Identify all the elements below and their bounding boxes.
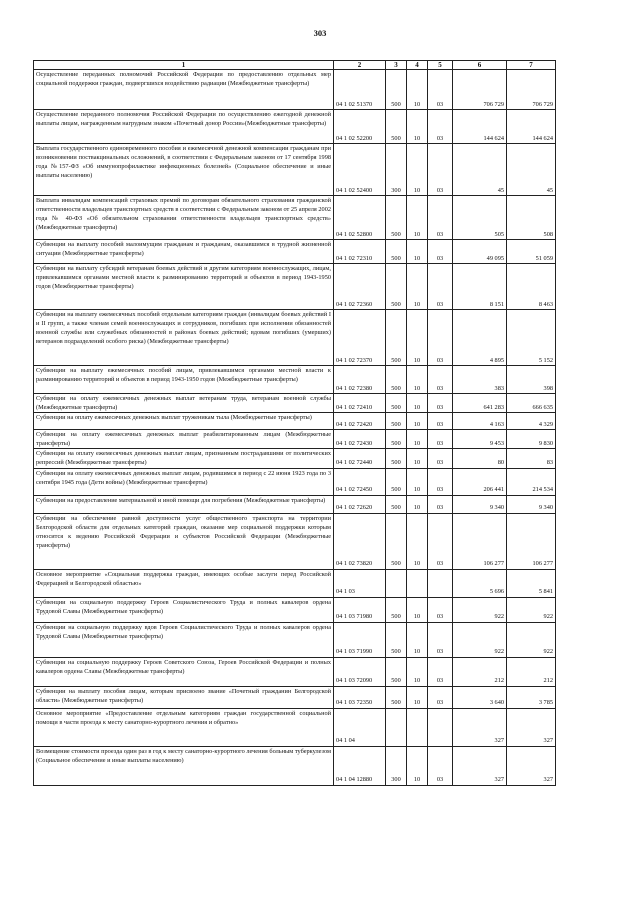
row-code: 04 1 02 72430 [334, 430, 386, 449]
header-cell: 5 [428, 61, 453, 70]
row-expense-type [386, 569, 407, 597]
row-section: 10 [407, 597, 428, 622]
row-section: 10 [407, 657, 428, 686]
row-amount-year-1: 206 441 [453, 468, 507, 495]
row-description: Субвенции на выплату ежемесячных пособий лицам, привлекавшимся органами местной власти к разминированию территорий и объектов в период 1943-1950 годов (Межбюджетные трансферты) [34, 366, 334, 394]
row-code: 04 1 03 71990 [334, 622, 386, 657]
row-code: 04 1 02 73820 [334, 513, 386, 569]
row-expense-type: 500 [386, 686, 407, 708]
row-expense-type: 500 [386, 110, 407, 144]
table-row [34, 240, 556, 264]
row-expense-type: 500 [386, 430, 407, 449]
row-amount-year-1: 327 [453, 708, 507, 746]
row-amount-year-2: 51 059 [507, 240, 556, 264]
row-description: Основное мероприятие «Предоставление отдельным категориям граждан государственной социальной помощи в части проезда к месту санаторно-курортного лечения и обратно» [34, 708, 334, 746]
row-amount-year-2: 398 [507, 366, 556, 394]
row-amount-year-2: 706 729 [507, 70, 556, 110]
row-expense-type: 500 [386, 70, 407, 110]
row-amount-year-2: 9 340 [507, 495, 556, 513]
table-row [34, 413, 556, 430]
row-code: 04 1 02 72410 [334, 394, 386, 413]
row-code: 04 1 03 72350 [334, 686, 386, 708]
row-amount-year-1: 80 [453, 449, 507, 468]
header-cell: 2 [334, 61, 386, 70]
row-code: 04 1 02 52800 [334, 196, 386, 240]
table-row [34, 569, 556, 597]
row-code: 04 1 04 [334, 708, 386, 746]
row-amount-year-2: 5 152 [507, 310, 556, 366]
row-description: Субвенции на предоставление материальной и иной помощи для погребения (Межбюджетные трансферты) [34, 495, 334, 513]
row-section: 10 [407, 240, 428, 264]
row-subsection: 03 [428, 686, 453, 708]
row-section: 10 [407, 430, 428, 449]
table-row [34, 686, 556, 708]
row-expense-type: 500 [386, 495, 407, 513]
row-amount-year-2: 666 635 [507, 394, 556, 413]
table-row [34, 110, 556, 144]
row-subsection: 03 [428, 468, 453, 495]
row-description: Осуществление переданного полномочия Российской Федерации по осуществлению ежегодной денежной выплаты лицам, награжденным нагрудным знаком «Почетный донор России»(Межбюджетные трансферты) [34, 110, 334, 144]
row-subsection: 03 [428, 413, 453, 430]
row-code: 04 1 02 72440 [334, 449, 386, 468]
row-amount-year-2: 106 277 [507, 513, 556, 569]
header-cell: 3 [386, 61, 407, 70]
row-section: 10 [407, 746, 428, 785]
row-amount-year-2: 327 [507, 708, 556, 746]
table-row [34, 264, 556, 310]
row-section: 10 [407, 622, 428, 657]
row-amount-year-1: 9 340 [453, 495, 507, 513]
header-cell: 7 [507, 61, 556, 70]
table-row [34, 310, 556, 366]
row-expense-type: 500 [386, 310, 407, 366]
row-code: 04 1 02 52400 [334, 144, 386, 196]
row-subsection: 03 [428, 366, 453, 394]
table-row [34, 468, 556, 495]
header-cell: 1 [34, 61, 334, 70]
row-amount-year-1: 45 [453, 144, 507, 196]
row-amount-year-1: 3 640 [453, 686, 507, 708]
table-row [34, 366, 556, 394]
row-code: 04 1 02 51370 [334, 70, 386, 110]
row-description: Субвенции на выплату ежемесячных пособий отдельным категориям граждан (инвалидам боевых действий I и II групп, а также членам семей военнослужащих и сотрудников, погибших при исполнении обязанностей военной службы или служебных обязанностей в районах боевых действий; вдовам погибших (умерших) ветеранов подразделений особого риска) (Межбюджетные трансферты) [34, 310, 334, 366]
table-row [34, 622, 556, 657]
row-amount-year-1: 4 895 [453, 310, 507, 366]
row-expense-type: 300 [386, 746, 407, 785]
table-row [34, 394, 556, 413]
row-description: Субвенции на обеспечение равной доступности услуг общественного транспорта на территории Белгородской области для отдельных категорий граждан, оказание мер социальной поддержки которым относится к ведению Российской Федерации и субъектов Российской Федерации (Межбюджетные трансферты) [34, 513, 334, 569]
row-subsection: 03 [428, 394, 453, 413]
row-section: 10 [407, 449, 428, 468]
row-amount-year-1: 144 624 [453, 110, 507, 144]
row-description: Субвенции на выплату субсидий ветеранам боевых действий и другим категориям военнослужащих, лицам, привлекавшимся органами местной власти к разминированию территорий и объектов в период 1943-1950 годов (Межбюджетные трансферты) [34, 264, 334, 310]
row-subsection: 03 [428, 430, 453, 449]
row-amount-year-1: 922 [453, 622, 507, 657]
row-code: 04 1 02 72620 [334, 495, 386, 513]
table-row [34, 657, 556, 686]
row-description: Основное мероприятие «Социальная поддержка граждан, имеющих особые заслуги перед Российской Федерацией и Белгородской областью» [34, 569, 334, 597]
row-amount-year-2: 922 [507, 622, 556, 657]
budget-table [33, 60, 556, 786]
row-expense-type: 500 [386, 196, 407, 240]
row-code: 04 1 03 71980 [334, 597, 386, 622]
table-row [34, 144, 556, 196]
row-subsection: 03 [428, 144, 453, 196]
table-row [34, 70, 556, 110]
row-section: 10 [407, 513, 428, 569]
row-amount-year-2: 212 [507, 657, 556, 686]
header-row [34, 61, 556, 70]
row-amount-year-1: 327 [453, 746, 507, 785]
row-description: Субвенции на социальную поддержку вдов Героев Социалистического Труда и полных кавалеров ордена Трудовой Славы (Межбюджетные трансферты) [34, 622, 334, 657]
row-amount-year-2: 45 [507, 144, 556, 196]
table-row [34, 597, 556, 622]
row-amount-year-2: 5 841 [507, 569, 556, 597]
header-cell: 6 [453, 61, 507, 70]
row-code: 04 1 02 72360 [334, 264, 386, 310]
row-code: 04 1 02 72370 [334, 310, 386, 366]
row-section: 10 [407, 413, 428, 430]
row-expense-type [386, 708, 407, 746]
row-section [407, 569, 428, 597]
row-amount-year-2: 83 [507, 449, 556, 468]
row-expense-type: 500 [386, 513, 407, 569]
row-subsection: 03 [428, 240, 453, 264]
row-section: 10 [407, 70, 428, 110]
row-subsection [428, 708, 453, 746]
row-description: Возмещение стоимости проезда один раз в год к месту санаторно-курортного лечения больным туберкулезом (Социальное обеспечение и иные выплаты населению) [34, 746, 334, 785]
row-section: 10 [407, 264, 428, 310]
table-row [34, 708, 556, 746]
row-amount-year-1: 383 [453, 366, 507, 394]
row-subsection: 03 [428, 495, 453, 513]
row-amount-year-2: 8 463 [507, 264, 556, 310]
row-section: 10 [407, 310, 428, 366]
page-number: 303 [313, 28, 327, 38]
row-amount-year-1: 706 729 [453, 70, 507, 110]
row-amount-year-1: 641 283 [453, 394, 507, 413]
row-amount-year-2: 9 830 [507, 430, 556, 449]
row-description: Субвенции на оплату ежемесячных денежных выплат труженикам тыла (Межбюджетные трансферты) [34, 413, 334, 430]
row-expense-type: 500 [386, 622, 407, 657]
table-row [34, 495, 556, 513]
row-amount-year-1: 8 151 [453, 264, 507, 310]
row-amount-year-2: 508 [507, 196, 556, 240]
table-row [34, 513, 556, 569]
table-row [34, 196, 556, 240]
row-subsection: 03 [428, 110, 453, 144]
row-code: 04 1 04 12880 [334, 746, 386, 785]
row-section: 10 [407, 196, 428, 240]
row-section: 10 [407, 468, 428, 495]
row-subsection: 03 [428, 746, 453, 785]
row-expense-type: 500 [386, 449, 407, 468]
row-subsection: 03 [428, 597, 453, 622]
row-subsection: 03 [428, 70, 453, 110]
row-code: 04 1 02 52200 [334, 110, 386, 144]
row-amount-year-1: 505 [453, 196, 507, 240]
row-section: 10 [407, 110, 428, 144]
table-body [34, 70, 556, 786]
table-row [34, 449, 556, 468]
row-description: Субвенции на оплату ежемесячных денежных выплат лицам, признанным пострадавшими от политических репрессий (Межбюджетные трансферты) [34, 449, 334, 468]
row-amount-year-2: 144 624 [507, 110, 556, 144]
row-expense-type: 500 [386, 657, 407, 686]
row-description: Субвенции на выплату пособия лицам, которым присвоено звание «Почетный гражданин Белгородской области» (Межбюджетные трансферты) [34, 686, 334, 708]
row-section: 10 [407, 366, 428, 394]
row-amount-year-2: 327 [507, 746, 556, 785]
table-row [34, 430, 556, 449]
row-description: Выплата государственного единовременного пособия и ежемесячной денежной компенсации гражданам при возникновении поствакцинальных осложнений, в соответствии с Федеральным законом от 17 сентября 1998 года №157-ФЗ «Об иммунопрофилактике инфекционных болезней» (Социальное обеспечение и иные выплаты населению) [34, 144, 334, 196]
row-expense-type: 500 [386, 394, 407, 413]
row-expense-type: 500 [386, 366, 407, 394]
row-section: 10 [407, 394, 428, 413]
row-section: 10 [407, 686, 428, 708]
row-amount-year-1: 922 [453, 597, 507, 622]
row-subsection: 03 [428, 310, 453, 366]
row-section [407, 708, 428, 746]
row-description: Субвенции на оплату ежемесячных денежных выплат реабилитированным лицам (Межбюджетные трансферты) [34, 430, 334, 449]
row-expense-type: 500 [386, 597, 407, 622]
table-row [34, 746, 556, 785]
row-section: 10 [407, 495, 428, 513]
row-subsection [428, 569, 453, 597]
row-description: Осуществление переданных полномочий Российской Федерации по предоставлению отдельных мер социальной поддержки граждан, подвергшихся воздействию радиации (Межбюджетные трансферты) [34, 70, 334, 110]
row-subsection: 03 [428, 196, 453, 240]
row-amount-year-1: 49 095 [453, 240, 507, 264]
row-amount-year-1: 9 453 [453, 430, 507, 449]
header-cell: 4 [407, 61, 428, 70]
row-description: Субвенции на оплату ежемесячных денежных выплат лицам, родившимся в период с 22 июня 1923 года по 3 сентября 1945 года (Дети войны) (Межбюджетные трансферты) [34, 468, 334, 495]
row-expense-type: 500 [386, 240, 407, 264]
row-code: 04 1 02 72310 [334, 240, 386, 264]
row-amount-year-1: 5 696 [453, 569, 507, 597]
row-expense-type: 500 [386, 413, 407, 430]
row-expense-type: 500 [386, 264, 407, 310]
row-code: 04 1 02 72380 [334, 366, 386, 394]
row-amount-year-2: 214 534 [507, 468, 556, 495]
row-amount-year-1: 106 277 [453, 513, 507, 569]
row-description: Субвенции на социальную поддержку Героев Советского Союза, Героев Российской Федерации и полных кавалеров ордена Славы (Межбюджетные трансферты) [34, 657, 334, 686]
row-subsection: 03 [428, 622, 453, 657]
row-description: Субвенции на выплату пособий малоимущим гражданам и гражданам, оказавшимся в трудной жизненной ситуации (Межбюджетные трансферты) [34, 240, 334, 264]
row-section: 10 [407, 144, 428, 196]
row-amount-year-2: 4 329 [507, 413, 556, 430]
row-code: 04 1 03 [334, 569, 386, 597]
row-code: 04 1 03 72090 [334, 657, 386, 686]
row-description: Субвенции на оплату ежемесячных денежных выплат ветеранам труда, ветеранам военной службы (Межбюджетные трансферты) [34, 394, 334, 413]
row-amount-year-1: 4 163 [453, 413, 507, 430]
row-code: 04 1 02 72420 [334, 413, 386, 430]
row-code: 04 1 02 72450 [334, 468, 386, 495]
row-amount-year-2: 3 785 [507, 686, 556, 708]
row-subsection: 03 [428, 513, 453, 569]
row-expense-type: 500 [386, 468, 407, 495]
row-expense-type: 300 [386, 144, 407, 196]
row-subsection: 03 [428, 264, 453, 310]
row-amount-year-1: 212 [453, 657, 507, 686]
row-amount-year-2: 922 [507, 597, 556, 622]
row-description: Субвенции на социальную поддержку Героев Социалистического Труда и полных кавалеров ордена Трудовой Славы (Межбюджетные трансферты) [34, 597, 334, 622]
row-subsection: 03 [428, 449, 453, 468]
row-description: Выплата инвалидам компенсаций страховых премий по договорам обязательного страхования гражданской ответственности владельцев транспортных средств в соответствии с Федеральным законом от 25 апреля 2002 года № 40-ФЗ «Об обязательном страховании ответственности владельцев транспортных средств» (Межбюджетные трансферты) [34, 196, 334, 240]
row-subsection: 03 [428, 657, 453, 686]
